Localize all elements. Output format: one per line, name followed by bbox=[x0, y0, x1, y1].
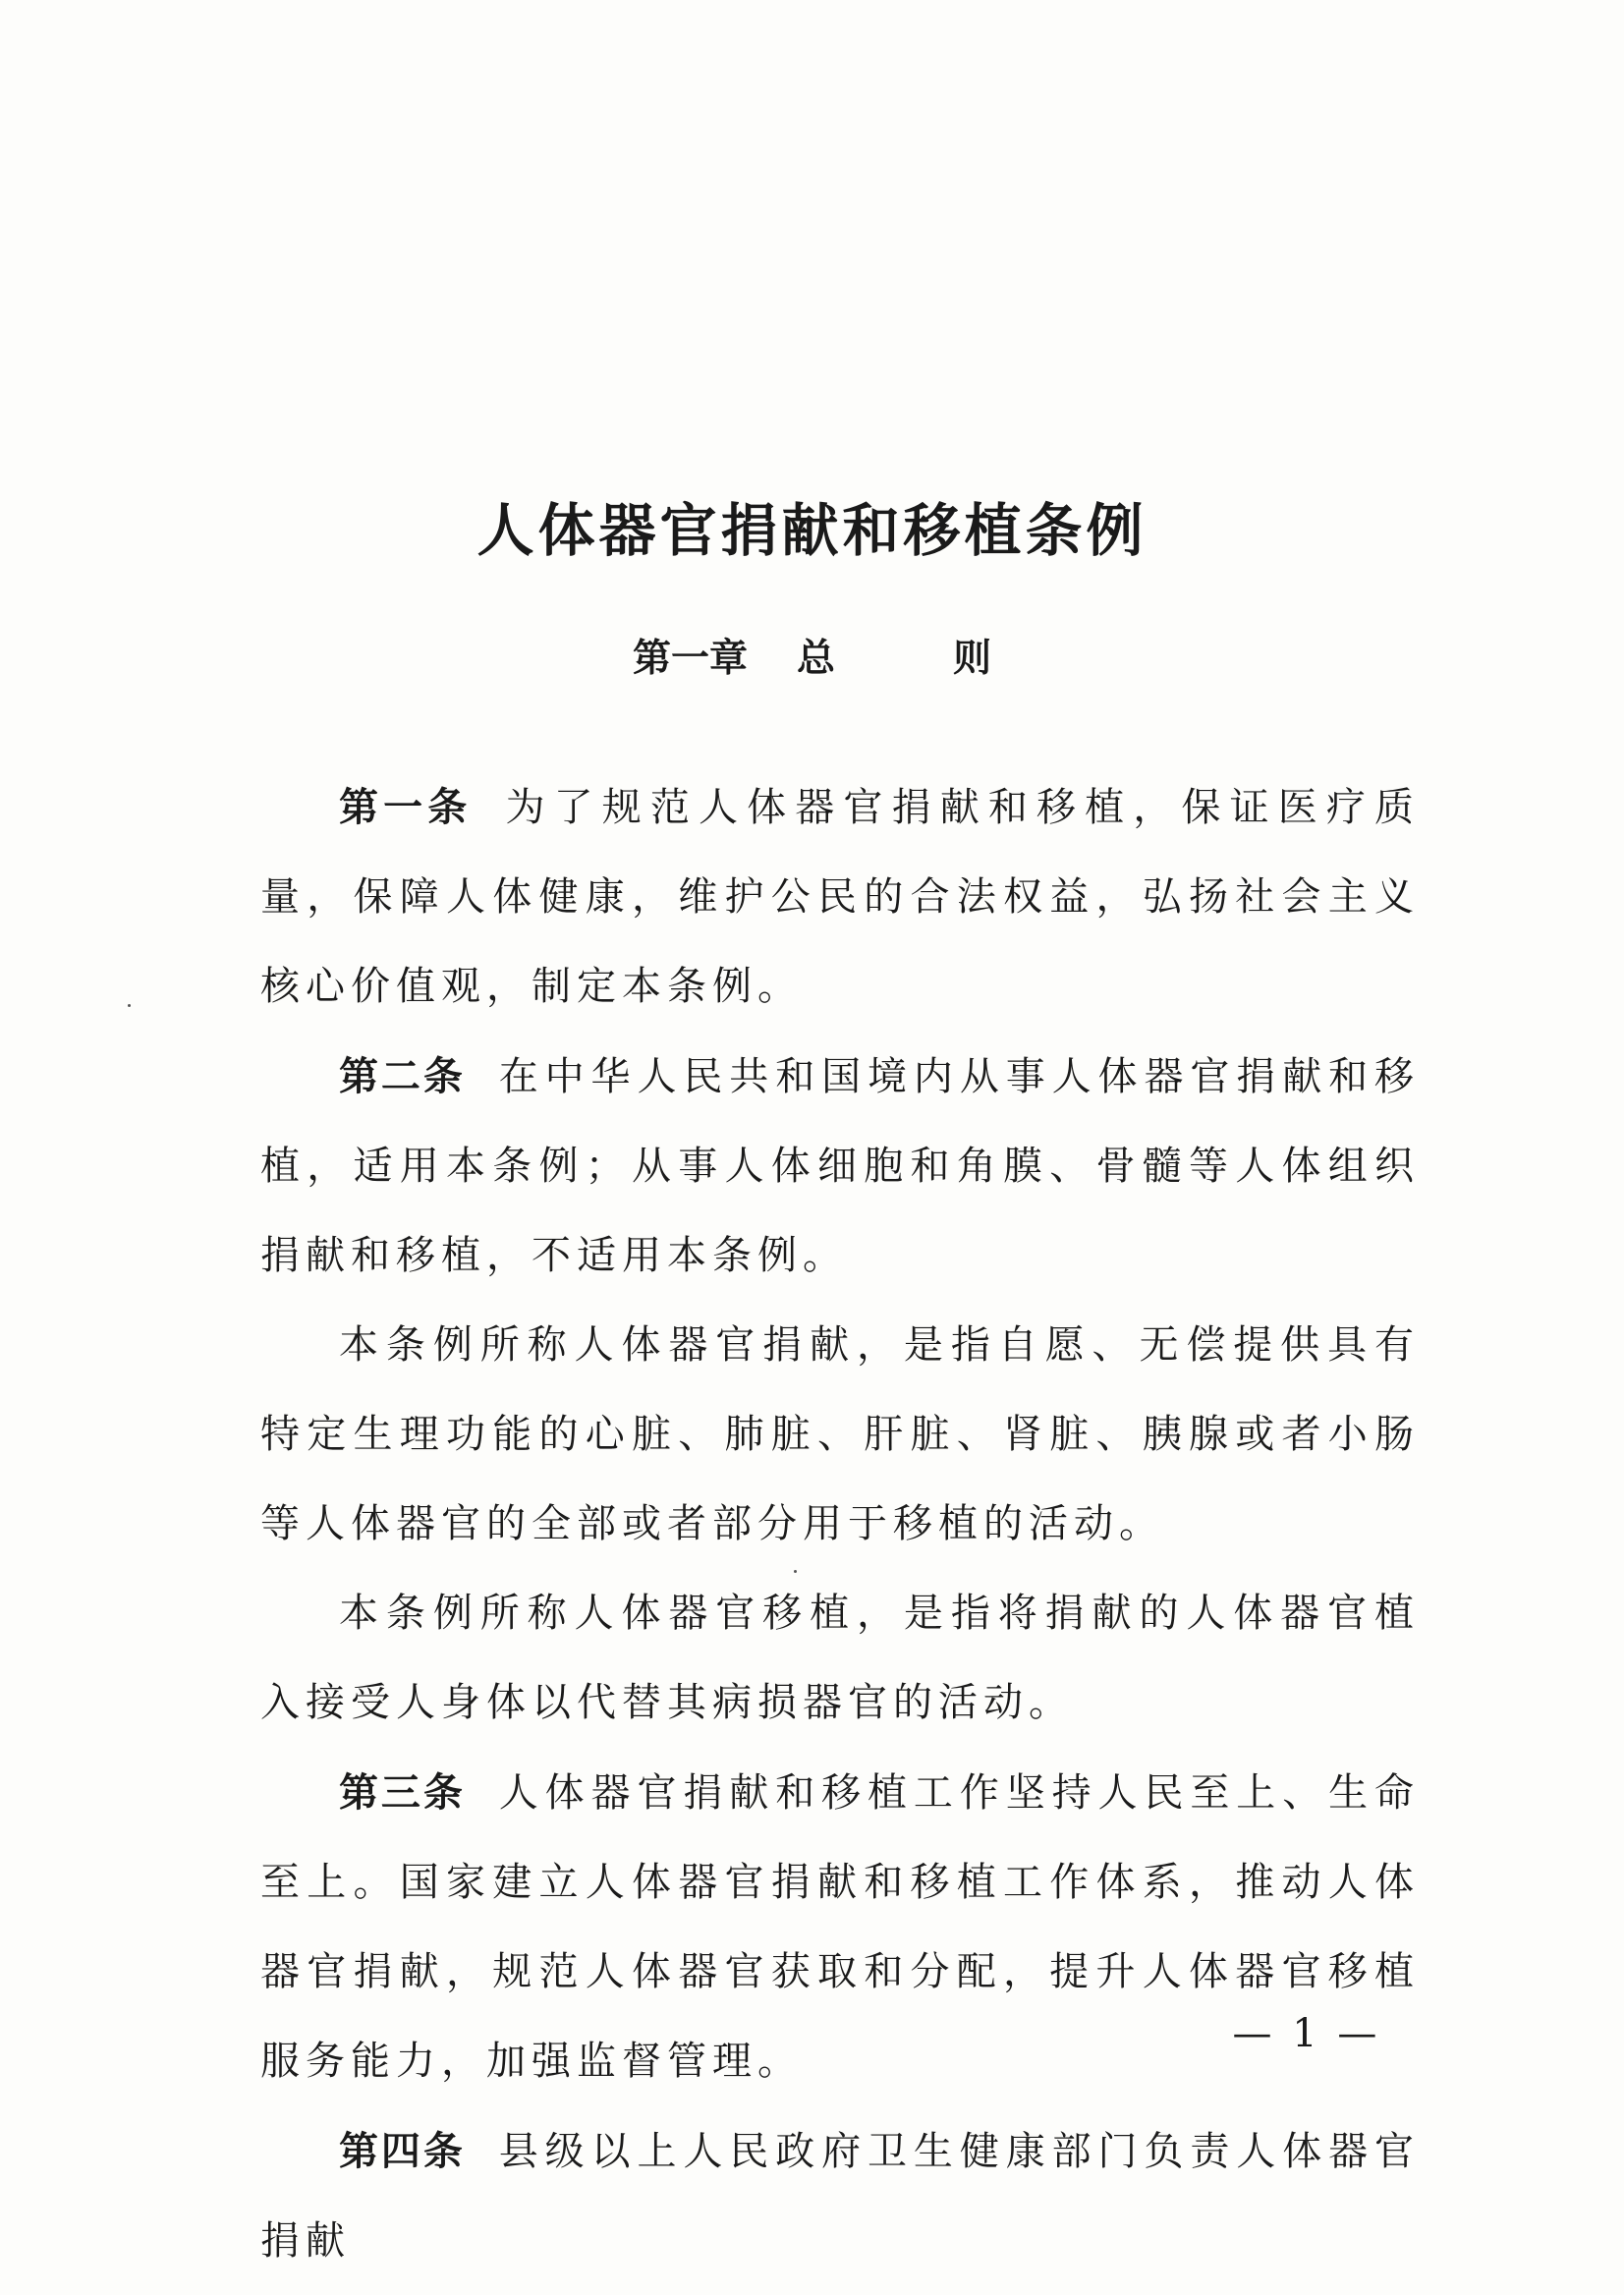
paragraph-text: 县级以上人民政府卫生健康部门负责人体器官捐献 bbox=[260, 2129, 1421, 2264]
chapter-name-part2: 则 bbox=[953, 636, 992, 681]
paragraph-text: 人体器官捐献和移植工作坚持人民至上、生命至上。国家建立人体器官捐献和移植工作体系，推动人体器官捐献，规范人体器官获取和分配，提升人体器官移植服务能力，加强监督管理。 bbox=[260, 1770, 1421, 2084]
paragraph-article-1 bbox=[260, 762, 1420, 1032]
chapter-heading bbox=[0, 631, 1624, 686]
paragraph-article-2-clause-3 bbox=[260, 1569, 1420, 1748]
article-number: 第三条 bbox=[339, 1769, 466, 1816]
paragraph-article-2-clause-2 bbox=[260, 1301, 1420, 1569]
paragraph-text: 本条例所称人体器官捐献，是指自愿、无偿提供具有特定生理功能的心脏、肺脏、肝脏、肾脏、胰腺或者小肠等人体器官的全部或者部分用于移植的活动。 bbox=[260, 1322, 1420, 1546]
chapter-number: 第一章 bbox=[632, 636, 748, 681]
article-number: 第二条 bbox=[339, 1053, 466, 1099]
chapter-name-part1: 总 bbox=[796, 636, 835, 681]
page-number: — 1 — bbox=[1232, 2011, 1381, 2056]
paragraph-article-4 bbox=[260, 2106, 1420, 2286]
article-number: 第四条 bbox=[339, 2128, 466, 2174]
paragraph-article-2 bbox=[260, 1032, 1420, 1301]
article-number: 第一条 bbox=[339, 784, 473, 830]
paragraph-text: 在中华人民共和国境内从事人体器官捐献和移植，适用本条例；从事人体细胞和角膜、骨髓等人体组织捐献和移植，不适用本条例。 bbox=[260, 1054, 1421, 1278]
paragraph-text: 为了规范人体器官捐献和移植，保证医疗质量，保障人体健康，维护公民的合法权益，弘扬社会主义核心价值观，制定本条例。 bbox=[260, 785, 1421, 1009]
document-title: 人体器官捐献和移植条例 bbox=[476, 497, 1148, 564]
paragraph-text: 本条例所称人体器官移植，是指将捐献的人体器官植入接受人身体以代替其病损器官的活动。 bbox=[260, 1591, 1420, 1725]
scan-speck bbox=[128, 1004, 131, 1007]
